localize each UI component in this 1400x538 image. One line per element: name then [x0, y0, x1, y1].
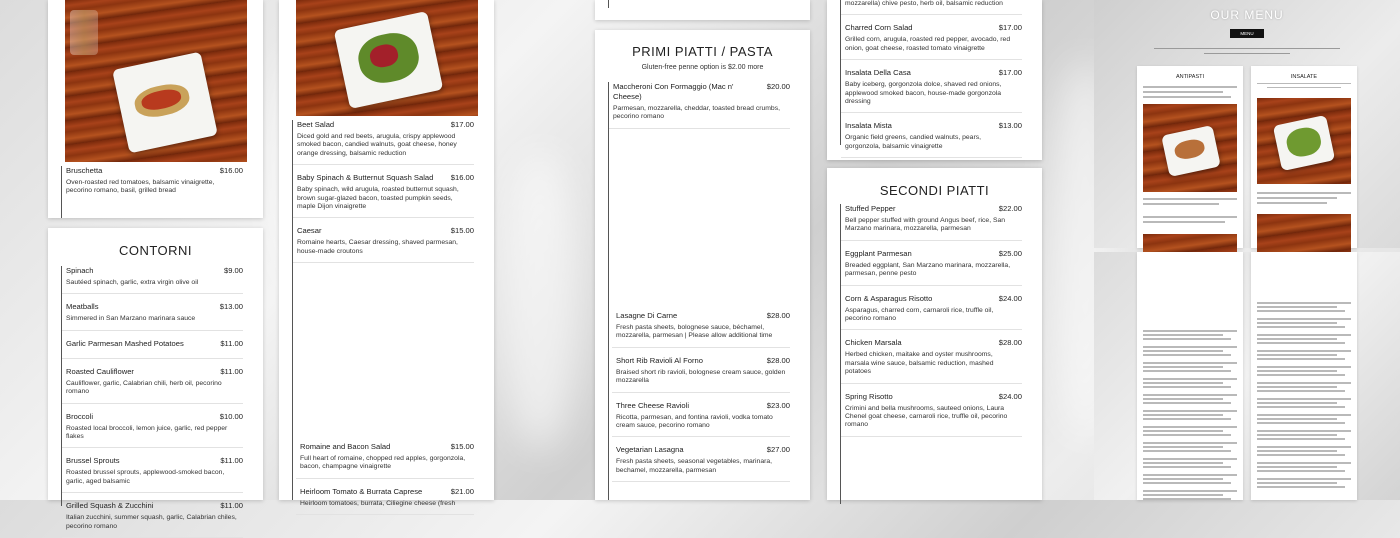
item-price: $22.00 [998, 204, 1022, 213]
menu-item [293, 120, 474, 165]
item-name: Chicken Marsala [845, 338, 902, 348]
item-price: $13.00 [219, 302, 243, 312]
item-price: $24.00 [998, 391, 1022, 401]
item-description: Heirloom tomatoes, burrata, Ciliegine cheese (fresh [300, 499, 456, 507]
mini-title: INSALATE [1290, 74, 1318, 80]
item-name: Insalata Della Casa [845, 68, 911, 78]
item-price: $15.00 [450, 442, 474, 451]
item-name: Meatballs [66, 302, 99, 312]
contorni-list [61, 266, 243, 530]
item-description: Romaine hearts, Caesar dressing, shaved parmesan, house-made croutons [297, 239, 458, 255]
menu-item [612, 311, 790, 348]
item-description: Roasted brussel sprouts, applewood-smoked bacon, garlic, aged balsamic [66, 469, 225, 485]
item-description: Breaded eggplant, San Marzano marinara, mozzarella, parmesan, penne pesto [845, 261, 1011, 278]
item-price: $11.00 [220, 338, 243, 348]
menu-item [841, 338, 1022, 383]
menu-item [612, 401, 790, 438]
item-name: Romaine and Bacon Salad [300, 442, 391, 451]
item-description: Asparagus, charred corn, carnaroli rice, truffle oil, pecorino romano [845, 306, 994, 323]
salads-list-continued [296, 442, 474, 523]
bruschetta-photo [65, 0, 247, 162]
section-title: PRIMI PIATTI / PASTA [632, 44, 773, 59]
mini-card-antipasti [1137, 66, 1243, 248]
menu-item [841, 23, 1022, 60]
menu-item [62, 501, 243, 538]
item-price: $24.00 [998, 293, 1022, 303]
menu-item [293, 173, 474, 218]
menu-item [62, 266, 243, 294]
item-description: mozzarella) chive pesto, herb oil, balsamic reduction [845, 0, 1003, 7]
section-title: CONTORNI [118, 243, 193, 258]
item-price: $17.00 [450, 120, 474, 129]
item-description: Crimini and bella mushrooms, sauteed onions, Laura Chenel goat cheese, carnaroli rice, truffle oil, pecorino romano [845, 404, 1008, 429]
item-name: Garlic Parmesan Mashed Potatoes [66, 338, 184, 348]
menu-item [62, 166, 243, 202]
item-name: Three Cheese Ravioli [616, 400, 690, 410]
menu-card-antipasti [48, 0, 263, 218]
menu-item [609, 82, 790, 129]
item-name: Vegetarian Lasagna [616, 445, 684, 455]
plate [112, 52, 218, 154]
section-subtitle: Gluten-free penne option is $2.00 more [641, 64, 764, 71]
item-name: Brussel Sprouts [66, 456, 120, 466]
item-price: $28.00 [998, 338, 1022, 348]
item-name: Grilled Squash & Zucchini [66, 501, 154, 511]
item-description: Baby iceberg, gorgonzola dolce, shaved red onions, applewood smoked bacon, house-made gorgonzola dressing [845, 81, 1002, 106]
item-price: $17.00 [998, 23, 1022, 33]
background-blur [500, 150, 580, 450]
item-price: $13.00 [998, 121, 1022, 131]
item-price: $17.00 [998, 68, 1022, 78]
secondi-list [840, 204, 1022, 504]
menu-item [296, 442, 474, 479]
item-description: Braised short rib ravioli, bolognese cream sauce, golden mozzarella [616, 368, 786, 385]
item-description: Fresh pasta sheets, bolognese sauce, béchamel, mozzarella, parmesan | Please allow additional time [616, 324, 773, 340]
item-name: Baby Spinach & Butternut Squash Salad [297, 173, 434, 183]
item-price: $11.00 [220, 456, 243, 466]
item-price: $11.00 [220, 501, 243, 511]
mini-card-secondi [1251, 252, 1357, 500]
menu-item [841, 0, 1022, 15]
menu-preview-page-2 [1094, 252, 1400, 500]
menu-list [61, 166, 243, 218]
salads-list [840, 0, 1022, 150]
item-name: Lasagne Di Carne [616, 311, 678, 320]
item-price: $9.00 [223, 266, 243, 275]
item-description: Sautéed spinach, garlic, extra virgin olive oil [66, 279, 199, 286]
item-name: Beet Salad [297, 120, 335, 129]
item-price: $27.00 [766, 445, 790, 455]
item-description: Diced gold and red beets, arugula, crispy applewood smoked bacon, candied walnuts, goat cheese, honey orange dressing, balsamic reduction [297, 133, 457, 157]
item-name: Roasted Cauliflower [66, 366, 134, 376]
item-description: Roasted local broccoli, lemon juice, garlic, red pepper flakes [66, 424, 228, 441]
menu-preview-page [1094, 0, 1400, 248]
item-description: Bell pepper stuffed with ground Angus beef, rice, San Marzano marinara, mozzarella, parmesan [845, 217, 1006, 233]
plate [334, 11, 444, 109]
menu-item [62, 302, 243, 330]
glass [70, 10, 98, 55]
item-name: Short Rib Ravioli Al Forno [616, 355, 703, 365]
item-price: $10.00 [219, 411, 243, 421]
menu-item [612, 445, 790, 482]
item-description: Baby spinach, wild arugula, roasted butternut squash, brown sugar-glazed bacon, toasted pumpkin seeds, maple Dijon vinaigrette [297, 186, 459, 211]
item-price: $21.00 [450, 486, 474, 496]
item-description: Grilled corn, arugula, roasted red pepper, avocado, red onion, goat cheese, roasted tomato vinaigrette [845, 36, 1011, 52]
item-name: Corn & Asparagus Risotto [845, 293, 933, 303]
item-description: Oven-roasted red tomatoes, balsamic vinaigrette, pecorino romano, basil, grilled bread [66, 179, 215, 195]
item-name: Insalata Mista [845, 121, 892, 131]
item-description: Parmesan, mozzarella, cheddar, toasted bread crumbs, pecorino romano [613, 105, 780, 121]
menu-card-primi [595, 30, 810, 500]
item-name: Spinach [66, 266, 94, 275]
item-description: Herbed chicken, maitake and oyster mushrooms, marsala wine sauce, balsamic reduction, mashed potatoes [845, 351, 994, 376]
menu-card-salads-2 [827, 0, 1042, 160]
preview-title: OUR MENU [1210, 8, 1284, 22]
item-description: Simmered in San Marzano marinara sauce [66, 315, 196, 323]
item-description: Fresh pasta sheets, seasonal vegetables, marinara, bechamel, mozzarella, parmesan [616, 458, 773, 474]
menu-card-secondi [827, 168, 1042, 500]
menu-button[interactable]: MENU [1230, 29, 1264, 38]
item-price: $25.00 [998, 248, 1022, 258]
menu-item [841, 249, 1022, 286]
mini-photo [1143, 104, 1237, 192]
item-price: $11.00 [220, 366, 243, 376]
primi-list-continued [612, 311, 790, 490]
menu-card-contorni [48, 228, 263, 530]
menu-item [841, 121, 1022, 158]
menu-item [841, 294, 1022, 331]
mini-photo [1257, 98, 1351, 184]
item-price: $16.00 [450, 173, 474, 183]
item-name: Eggplant Parmesan [845, 248, 912, 258]
salad-photo [296, 0, 478, 116]
section-title: SECONDI PIATTI [879, 183, 990, 198]
menu-item [62, 367, 243, 404]
menu-item [296, 487, 474, 515]
item-description: Organic field greens, candied walnuts, pears, gorgonzola, balsamic vinaigrette [845, 134, 982, 150]
mini-card-pasta [1137, 252, 1243, 500]
menu-card-salads [279, 0, 494, 507]
mini-card-insalate [1251, 66, 1357, 248]
item-name: Caesar [297, 226, 322, 236]
menu-item [293, 226, 474, 263]
menu-item [841, 204, 1022, 241]
item-description: Full heart of romaine, chopped red apples, gorgonzola, bacon, champagne vinaigrette [300, 455, 466, 471]
item-description: Cauliflower, garlic, Calabrian chili, herb oil, pecorino romano [66, 379, 222, 396]
item-name: Charred Corn Salad [845, 23, 913, 33]
item-price: $28.00 [766, 311, 790, 320]
item-description: Italian zucchini, summer squash, garlic, Calabrian chiles, pecorino romano [66, 514, 237, 530]
item-price: $16.00 [219, 166, 243, 175]
item-name: Heirloom Tomato & Burrata Caprese [300, 486, 423, 496]
item-price: $23.00 [766, 400, 790, 410]
item-name: Stuffed Pepper [845, 204, 896, 213]
item-description: Ricotta, parmesan, and fontina ravioli, vodka tomato cream sauce, pecorino romano [616, 413, 773, 430]
item-name: Spring Risotto [845, 391, 893, 401]
item-price: $20.00 [766, 82, 790, 91]
menu-card-fragment [595, 0, 810, 20]
menu-item [62, 339, 243, 359]
menu-item [612, 356, 790, 393]
menu-item [841, 392, 1022, 437]
menu-item [62, 412, 243, 449]
mini-title: ANTIPASTI [1175, 74, 1204, 80]
item-name: Maccheroni Con Formaggio (Mac n' Cheese) [613, 82, 734, 101]
menu-item [841, 68, 1022, 113]
item-price: $28.00 [766, 355, 790, 365]
item-price: $15.00 [450, 226, 474, 236]
item-name: Broccoli [66, 411, 94, 421]
item-name: Bruschetta [66, 166, 103, 175]
menu-item [62, 456, 243, 493]
